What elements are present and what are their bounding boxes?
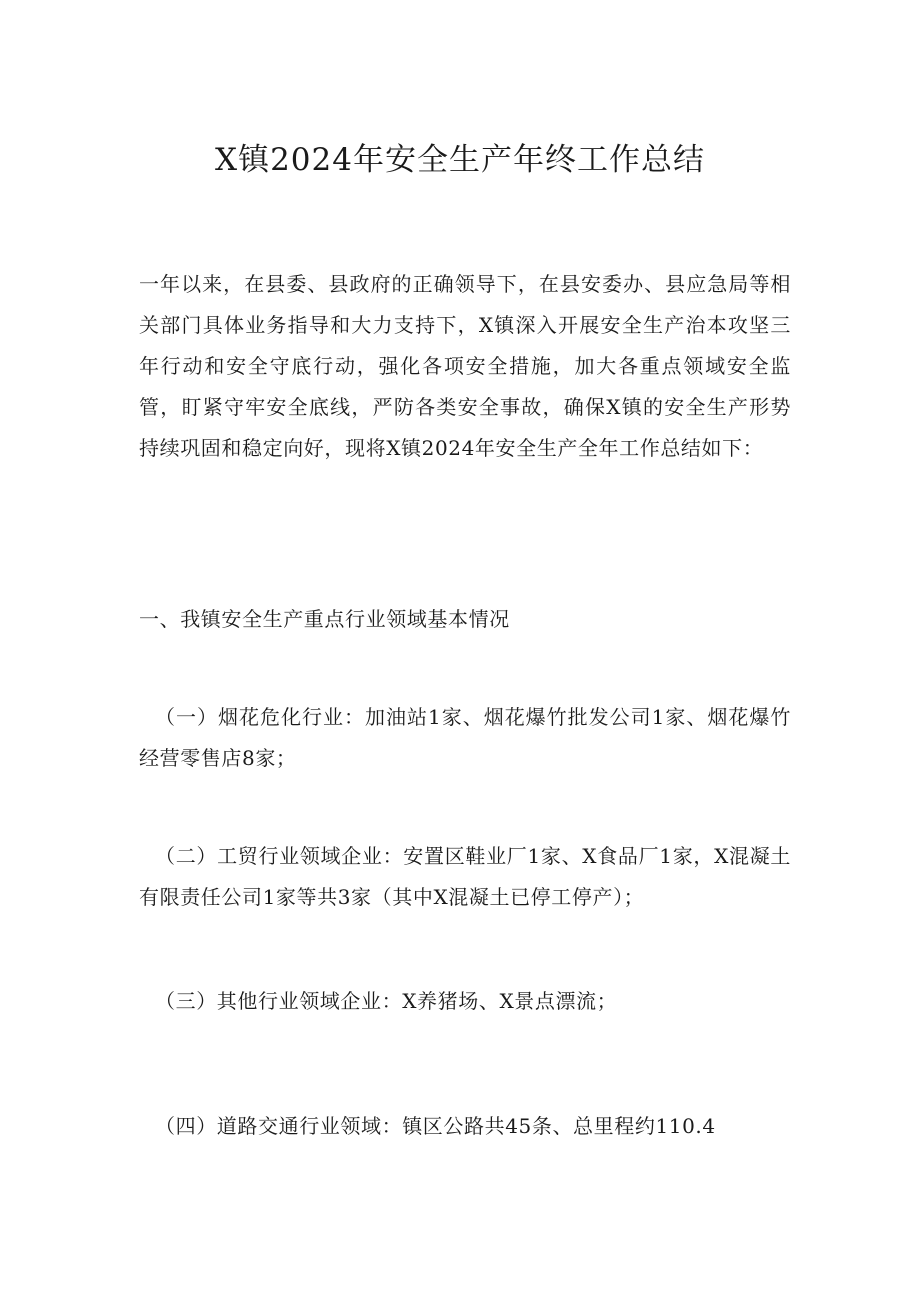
section-heading: 一、我镇安全生产重点行业领域基本情况 xyxy=(139,607,510,631)
document-title: X镇2024年安全生产年终工作总结 xyxy=(215,142,705,178)
list-item: （四）道路交通行业领域：镇区公路共45条、总里程约110.4 xyxy=(155,1114,716,1138)
list-item: （二）工贸行业领域企业：安置区鞋业厂1家、X食品厂1家，X混凝土有限责任公司1家等共3家（其中X混凝土已停工停产）； xyxy=(139,844,792,909)
intro-paragraph: 一年以来，在县委、县政府的正确领导下，在县安委办、县应急局等相关部门具体业务指导和大力支持下，X镇深入开展安全生产治本攻坚三年行动和安全守底行动，强化各项安全措施，加大各重点领域安全监管，盯紧守牢安全底线，严防各类安全事故，确保X镇的安全生产形势持续巩固和稳定向好，现将X镇2024年安全生产全年工作总结如下： xyxy=(139,272,791,460)
list-item: （三）其他行业领域企业：X养猪场、X景点漂流； xyxy=(155,989,618,1013)
list-item: （一）烟花危化行业：加油站1家、烟花爆竹批发公司1家、烟花爆竹经营零售店8家； xyxy=(139,705,791,770)
